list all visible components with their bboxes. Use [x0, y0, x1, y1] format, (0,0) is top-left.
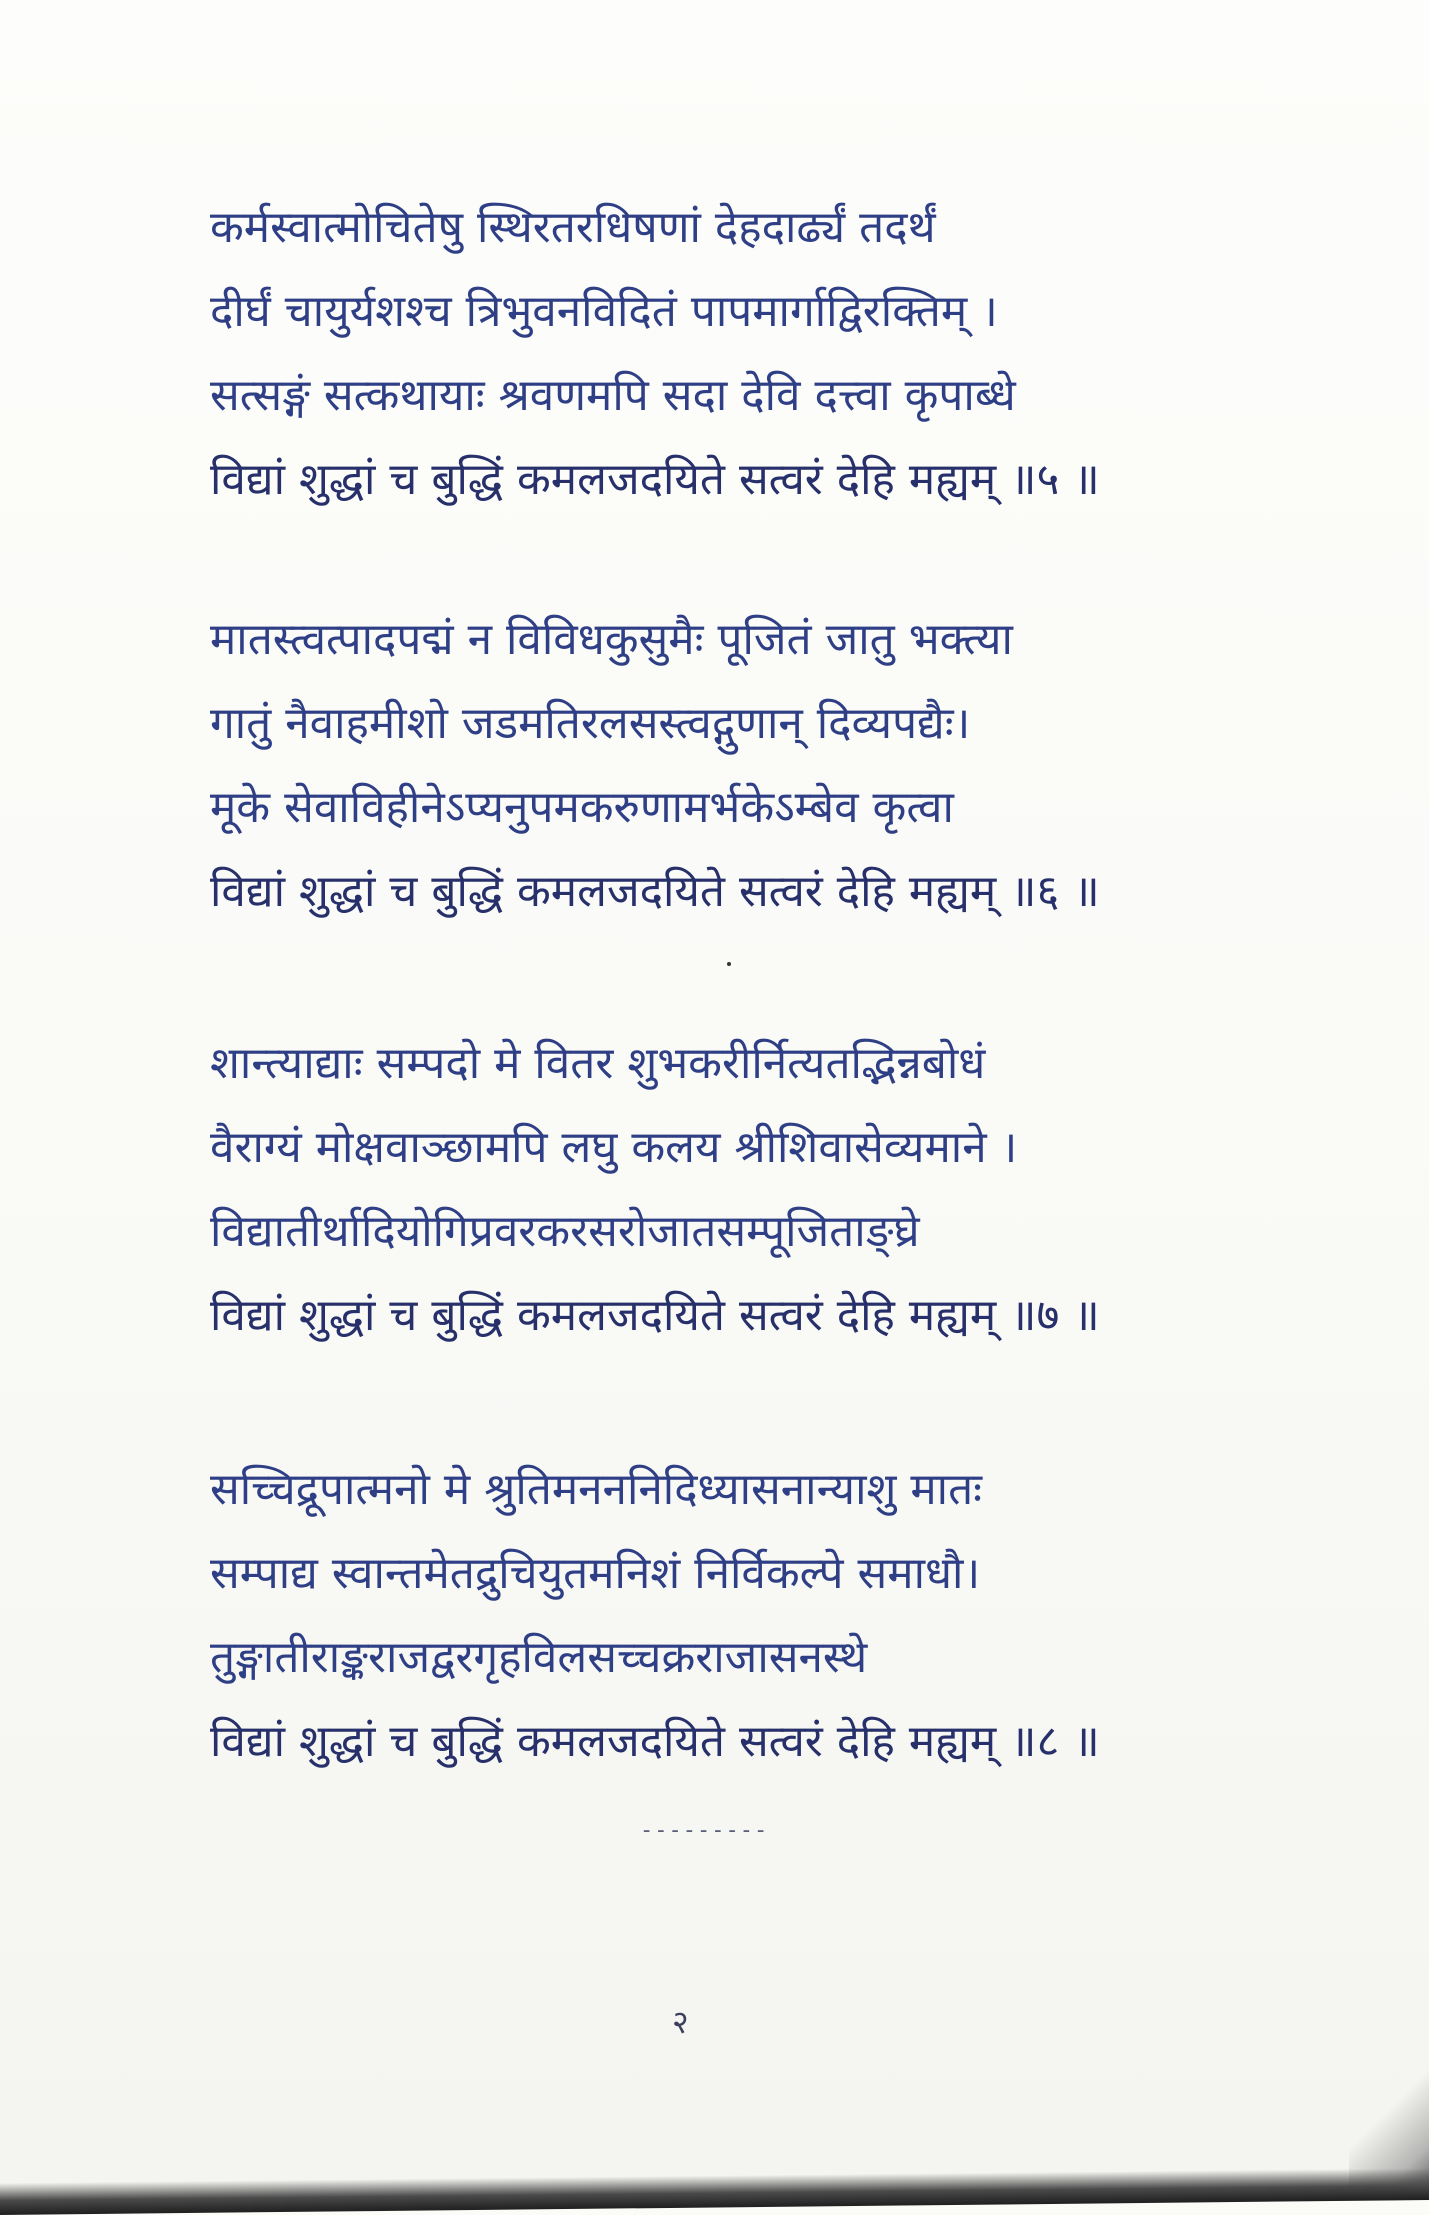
verse-6 — [210, 598, 1260, 934]
verse-7 — [210, 1022, 1260, 1358]
page-edge-shadow — [0, 2168, 1429, 2215]
verse-line-refrain: विद्यां शुद्धां च बुद्धिं कमलजदयिते सत्वरं देहि मह्यम् ॥८ ॥ — [210, 1716, 1100, 1767]
verse-line: गातुं नैवाहमीशो जडमतिरलसस्त्वद्गुणान् दिव्यपद्यैः। — [210, 698, 971, 749]
verse-line-refrain: विद्यां शुद्धां च बुद्धिं कमलजदयिते सत्वरं देहि मह्यम् ॥६ ॥ — [210, 866, 1100, 917]
verse-line: सम्पाद्य स्वान्तमेतद्रुचियुतमनिशं निर्विकल्पे समाधौ। — [210, 1548, 981, 1599]
verse-line-refrain: विद्यां शुद्धां च बुद्धिं कमलजदयिते सत्वरं देहि मह्यम् ॥५ ॥ — [210, 454, 1100, 505]
page-number: २ — [672, 2003, 689, 2041]
verse-line-refrain: विद्यां शुद्धां च बुद्धिं कमलजदयिते सत्वरं देहि मह्यम् ॥७ ॥ — [210, 1290, 1100, 1341]
verse-line: वैराग्यं मोक्षवाञ्छामपि लघु कलय श्रीशिवासेव्यमाने । — [210, 1122, 1018, 1173]
verse-5 — [210, 186, 1260, 522]
verse-line: दीर्घं चायुर्यशश्च त्रिभुवनविदितं पापमार्गाद्विरक्तिम् । — [210, 286, 998, 337]
verse-8 — [210, 1448, 1260, 1784]
verse-line: तुङ्गातीराङ्कराजद्वरगृहविलसच्चक्रराजासनस्थे — [210, 1632, 868, 1683]
verse-line: सत्सङ्गं सत्कथायाः श्रवणमपि सदा देवि दत्त्वा कृपाब्धे — [210, 370, 1016, 421]
verse-line: मूके सेवाविहीनेऽप्यनुपमकरुणामर्भकेऽम्बेव कृत्वा — [210, 782, 954, 833]
verse-line: मातस्त्वत्पादपद्मं न विविधकुसुमैः पूजितं जातु भक्त्या — [210, 614, 1013, 665]
verse-line: सच्चिद्रूपात्मनो मे श्रुतिमनननिदिध्यासनान्याशु मातः — [210, 1464, 983, 1515]
stray-dot — [727, 962, 731, 966]
verse-line: शान्त्याद्याः सम्पदो मे वितर शुभकरीर्नित्यतद्भिन्नबोधं — [210, 1038, 986, 1089]
section-separator: --------- — [640, 1818, 769, 1843]
verse-line: कर्मस्वात्मोचितेषु स्थिरतरधिषणां देहदार्ढ्यं तदर्थं — [210, 202, 936, 253]
verse-line: विद्यातीर्थादियोगिप्रवरकरसरोजातसम्पूजिताङ्घ्रे — [210, 1206, 920, 1257]
